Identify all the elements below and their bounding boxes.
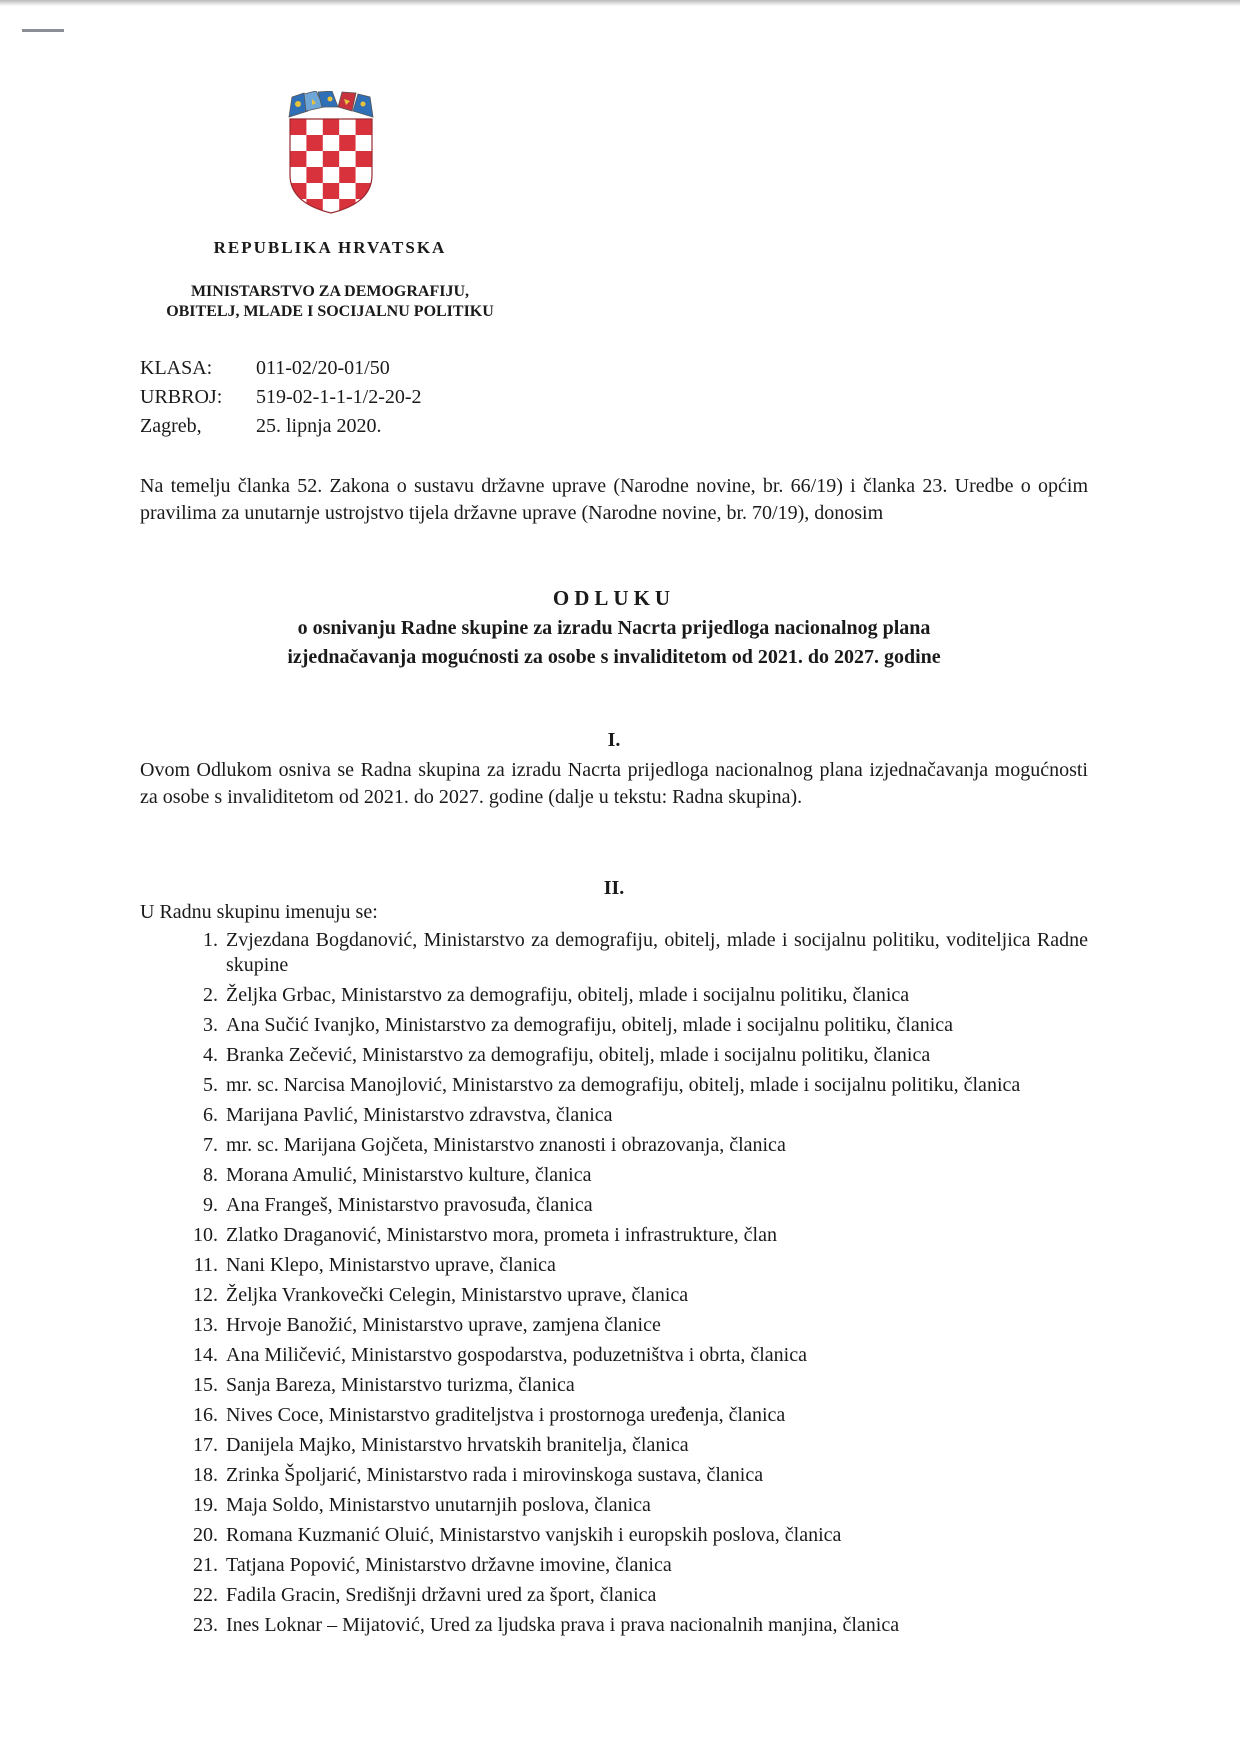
member-number: 5. <box>203 1074 218 1096</box>
section-2-heading: II. <box>603 877 625 899</box>
member-item <box>140 1343 1088 1368</box>
member-number: 20. <box>193 1524 218 1546</box>
member-item <box>140 1103 1088 1128</box>
member-text: Željka Vrankovečki Celegin, Ministarstvo uprave, članica <box>226 1284 689 1306</box>
shield-square <box>323 167 340 183</box>
ministry-line-1: MINISTARSTVO ZA DEMOGRAFIJU, <box>190 283 470 300</box>
shield-square <box>306 151 323 167</box>
member-number: 21. <box>193 1554 218 1576</box>
member-number: 3. <box>203 1014 218 1036</box>
shield-square <box>290 119 307 135</box>
member-item <box>140 1583 1088 1608</box>
member-number: 1. <box>203 929 218 951</box>
scan-mark <box>22 29 64 32</box>
member-number: 15. <box>193 1374 218 1396</box>
member-text: Nani Klepo, Ministarstvo uprave, članica <box>226 1254 556 1276</box>
member-item <box>140 1043 1088 1068</box>
member-text: mr. sc. Marijana Gojčeta, Ministarstvo znanosti i obrazovanja, članica <box>226 1134 786 1156</box>
member-text: Ana Miličević, Ministarstvo gospodarstva, poduzetništva i obrta, članica <box>226 1344 807 1366</box>
member-text: Zvjezdana Bogdanović, Ministarstvo za demografiju, obitelj, mlade i socijalnu politiku, voditeljica Radne skupine <box>226 929 1088 976</box>
member-number: 19. <box>193 1494 218 1516</box>
member-item <box>140 928 1088 978</box>
member-text: Zrinka Špoljarić, Ministarstvo rada i mirovinskoga sustava, članica <box>226 1464 764 1486</box>
member-number: 23. <box>193 1614 218 1636</box>
member-item <box>140 1613 1088 1638</box>
shield-square <box>306 183 323 199</box>
member-text: Tatjana Popović, Ministarstvo državne imovine, članica <box>226 1554 672 1576</box>
member-text: Maja Soldo, Ministarstvo unutarnjih poslova, članica <box>226 1494 651 1516</box>
member-item <box>140 1433 1088 1458</box>
member-number: 13. <box>193 1314 218 1336</box>
urbroj-label: URBROJ: <box>140 386 223 408</box>
intro-paragraph: Na temelju članka 52. Zakona o sustavu državne uprave (Narodne novine, br. 66/19) i članka 23. Uredbe o općim pravilima za unutarnje ustrojstvo tijela državne uprave (Narodne novine, br. 70/19), donosim <box>140 475 1088 524</box>
member-text: Sanja Bareza, Ministarstvo turizma, članica <box>226 1374 575 1396</box>
document-metadata <box>140 354 422 441</box>
shield-square <box>323 135 340 151</box>
urbroj-value: 519-02-1-1-1/2-20-2 <box>256 386 422 408</box>
member-item <box>140 1553 1088 1578</box>
date-value: 25. lipnja 2020. <box>256 415 382 437</box>
member-number: 18. <box>193 1464 218 1486</box>
member-item <box>140 1013 1088 1038</box>
member-number: 11. <box>193 1254 218 1276</box>
member-text: Romana Kuzmanić Oluić, Ministarstvo vanjskih i europskih poslova, članica <box>226 1524 842 1546</box>
member-number: 17. <box>193 1434 218 1456</box>
klasa-value: 011-02/20-01/50 <box>256 357 390 379</box>
shield-square <box>339 135 356 151</box>
member-number: 12. <box>193 1284 218 1306</box>
member-text: Zlatko Draganović, Ministarstvo mora, prometa i infrastrukture, član <box>226 1224 777 1246</box>
shield-square <box>290 151 307 167</box>
member-number: 2. <box>203 984 218 1006</box>
place-label: Zagreb, <box>140 415 202 437</box>
shield-square <box>356 119 373 135</box>
member-item <box>140 1163 1088 1188</box>
crown <box>289 91 373 117</box>
member-text: Danijela Majko, Ministarstvo hrvatskih branitelja, članica <box>226 1434 689 1456</box>
shield-square <box>339 151 356 167</box>
member-text: mr. sc. Narcisa Manojlović, Ministarstvo za demografiju, obitelj, mlade i socijalnu politiku, članica <box>226 1074 1021 1096</box>
member-number: 22. <box>193 1584 218 1606</box>
member-item <box>140 1493 1088 1518</box>
member-text: Ana Sučić Ivanjko, Ministarstvo za demografiju, obitelj, mlade i socijalnu politiku, članica <box>226 1014 954 1036</box>
section-1-heading: I. <box>607 729 621 751</box>
section-1-text: Ovom Odlukom osniva se Radna skupina za izradu Nacrta prijedloga nacionalnog plana izjednačavanja mogućnosti za osobe s invaliditetom od 2021. do 2027. godine (dalje u tekstu: Radna skupina). <box>140 759 1088 808</box>
shield-square <box>339 167 356 183</box>
member-number: 10. <box>193 1224 218 1246</box>
shield-square <box>356 151 373 167</box>
decision-subtitle <box>140 614 1088 672</box>
coat-of-arms-icon <box>286 91 376 215</box>
member-text: Željka Grbac, Ministarstvo za demografiju, obitelj, mlade i socijalnu politiku, članica <box>226 984 910 1006</box>
member-item <box>140 1223 1088 1248</box>
member-item <box>140 1073 1088 1098</box>
member-number: 6. <box>203 1104 218 1126</box>
shield-square <box>339 119 356 135</box>
shield-square <box>323 119 340 135</box>
scan-edge <box>0 0 1240 6</box>
member-number: 7. <box>203 1134 218 1156</box>
member-item <box>140 1253 1088 1278</box>
shield-square <box>339 183 356 199</box>
members-list <box>140 928 1088 1643</box>
member-number: 16. <box>193 1404 218 1426</box>
member-text: Marijana Pavlić, Ministarstvo zdravstva, članica <box>226 1104 613 1126</box>
decision-title: ODLUKU <box>552 586 676 610</box>
ministry-name <box>120 282 540 322</box>
member-item <box>140 1133 1088 1158</box>
member-text: Ana Frangeš, Ministarstvo pravosuđa, članica <box>226 1194 593 1216</box>
member-item <box>140 1313 1088 1338</box>
member-number: 8. <box>203 1164 218 1186</box>
member-number: 14. <box>193 1344 218 1366</box>
member-number: 4. <box>203 1044 218 1066</box>
member-item <box>140 1403 1088 1428</box>
member-text: Morana Amulić, Ministarstvo kulture, članica <box>226 1164 592 1186</box>
member-number: 9. <box>203 1194 218 1216</box>
member-item <box>140 1193 1088 1218</box>
klasa-row <box>140 354 422 383</box>
klasa-label: KLASA: <box>140 357 213 379</box>
shield-square <box>356 167 373 183</box>
member-text: Ines Loknar – Mijatović, Ured za ljudska prava i prava nacionalnih manjina, članica <box>226 1614 900 1636</box>
members-intro: U Radnu skupinu imenuju se: <box>140 901 378 923</box>
shield-square <box>356 135 373 151</box>
shield-square <box>306 167 323 183</box>
shield-square <box>290 135 307 151</box>
shield-square <box>323 183 340 199</box>
member-text: Fadila Gracin, Središnji državni ured za šport, članica <box>226 1584 657 1606</box>
shield-square <box>306 119 323 135</box>
member-item <box>140 1523 1088 1548</box>
shield-square <box>306 135 323 151</box>
urbroj-row <box>140 383 422 412</box>
decision-subtitle-line-2: izjednačavanja mogućnosti za osobe s invaliditetom od 2021. do 2027. godine <box>287 646 941 668</box>
ministry-line-2: OBITELJ, MLADE I SOCIJALNU POLITIKU <box>166 303 494 320</box>
member-text: Hrvoje Banožić, Ministarstvo uprave, zamjena članice <box>226 1314 661 1336</box>
member-item <box>140 1283 1088 1308</box>
member-item <box>140 1463 1088 1488</box>
shield-square <box>290 167 307 183</box>
country-name: REPUBLIKA HRVATSKA <box>213 238 447 257</box>
shield-square <box>323 151 340 167</box>
member-text: Nives Coce, Ministarstvo graditeljstva i prostornoga uređenja, članica <box>226 1404 786 1426</box>
member-text: Branka Zečević, Ministarstvo za demografiju, obitelj, mlade i socijalnu politiku, članica <box>226 1044 931 1066</box>
member-item <box>140 983 1088 1008</box>
member-item <box>140 1373 1088 1398</box>
date-row <box>140 412 422 441</box>
decision-subtitle-line-1: o osnivanju Radne skupine za izradu Nacrta prijedloga nacionalnog plana <box>297 617 931 639</box>
